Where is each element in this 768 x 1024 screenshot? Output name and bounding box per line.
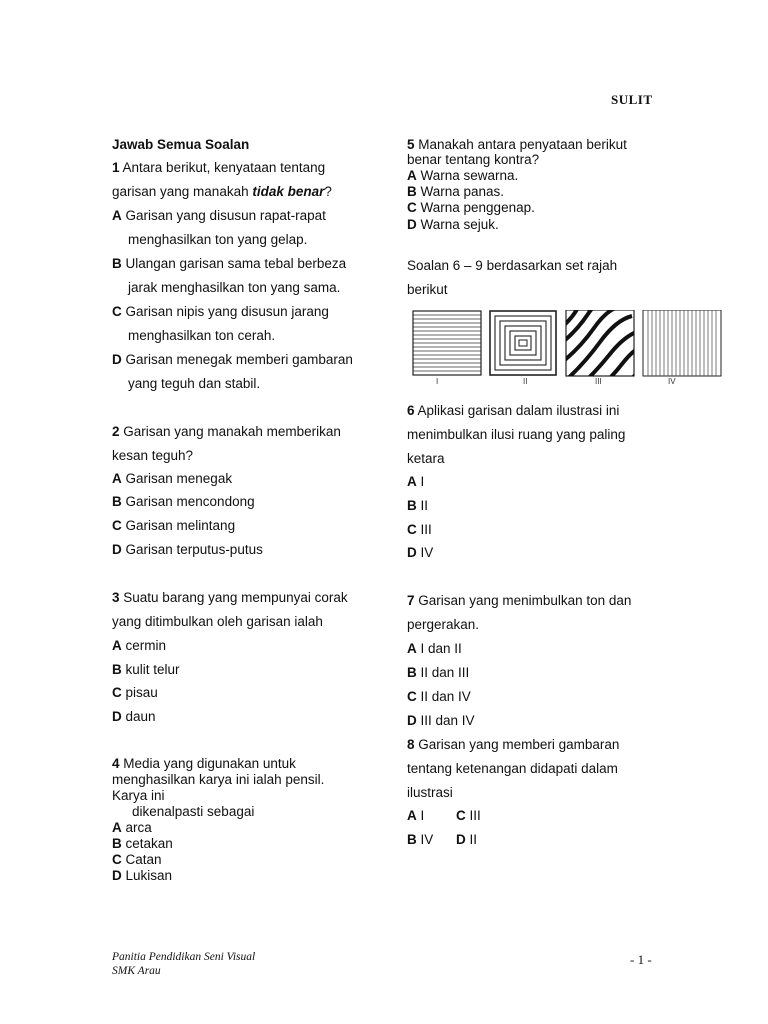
- q8-option-c-key: C: [456, 808, 466, 823]
- q6-option-c: III: [420, 522, 432, 537]
- q3-option-d: daun: [125, 709, 156, 724]
- q4-option-a-key: A: [112, 820, 122, 835]
- figure-label-2: II: [523, 377, 528, 386]
- figure-intro-1: Soalan 6 – 9 berdasarkan set rajah: [407, 258, 618, 273]
- q4-option-b: cetakan: [125, 836, 173, 851]
- q4-option-c-key: C: [112, 852, 122, 867]
- q1-option-a: Garisan yang disusun rapat-rapat: [125, 208, 326, 223]
- q8-text-3: ilustrasi: [407, 785, 453, 800]
- q2-option-a-key: A: [112, 471, 122, 486]
- q1-option-d-key: D: [112, 352, 122, 367]
- q3-option-c-key: C: [112, 685, 122, 700]
- q4-text-3: Karya ini: [112, 788, 165, 803]
- q3-option-c: pisau: [125, 685, 158, 700]
- q7-option-d-key: D: [407, 713, 417, 728]
- q5-option-b: Warna panas.: [420, 184, 505, 199]
- q7-text-1: Garisan yang menimbulkan ton dan: [418, 593, 632, 608]
- q1-option-b: Ulangan garisan sama tebal berbeza: [125, 256, 347, 271]
- figure-label-4: IV: [668, 377, 676, 386]
- figure-intro-2: berikut: [407, 282, 448, 297]
- q5-text-2: benar tentang kontra?: [407, 152, 540, 167]
- q1-option-c-cont: menghasilkan ton cerah.: [128, 328, 276, 343]
- figure-2-concentric-squares: [490, 311, 556, 375]
- q1-option-c: Garisan nipis yang disusun jarang: [125, 304, 329, 319]
- q3-option-a-key: A: [112, 638, 122, 653]
- q2-number: 2: [112, 424, 120, 439]
- q8-option-b-key: B: [407, 832, 417, 847]
- q7-option-a-key: A: [407, 641, 417, 656]
- figure-4-vertical-lines: [643, 310, 721, 376]
- q4-option-c: Catan: [125, 852, 162, 867]
- q6-option-b: II: [420, 498, 429, 513]
- q1-emphasis: tidak benar: [252, 184, 325, 199]
- q2-text-2: kesan teguh?: [112, 448, 194, 463]
- q8-text-2: tentang ketenangan didapati dalam: [407, 761, 618, 776]
- q8-option-c: III: [469, 808, 481, 823]
- q2-option-a: Garisan menegak: [125, 471, 233, 486]
- q5-option-d: Warna sejuk.: [420, 217, 499, 232]
- q7-option-c-key: C: [407, 689, 417, 704]
- q5-text-1: Manakah antara penyataan berikut: [418, 137, 627, 152]
- page-number: - 1 -: [630, 952, 652, 967]
- q6-option-c-key: C: [407, 522, 417, 537]
- q6-text-1: Aplikasi garisan dalam ilustrasi ini: [417, 403, 620, 418]
- q8-option-d: II: [469, 832, 478, 847]
- q4-number: 4: [112, 756, 120, 771]
- q1-option-d-cont: yang teguh dan stabil.: [128, 376, 261, 391]
- q8-text-1: Garisan yang memberi gambaran: [418, 737, 620, 752]
- q2-option-b: Garisan mencondong: [125, 494, 255, 509]
- q7-option-b: II dan III: [420, 665, 470, 680]
- q1-option-b-key: B: [112, 256, 122, 271]
- q2-option-b-key: B: [112, 494, 122, 509]
- q5-option-a-key: A: [407, 168, 417, 183]
- q7-option-d: III dan IV: [420, 713, 475, 728]
- q1-option-c-key: C: [112, 304, 122, 319]
- q3-option-d-key: D: [112, 709, 122, 724]
- q5-number: 5: [407, 137, 415, 152]
- q4-option-d-key: D: [112, 868, 122, 883]
- q2-option-d: Garisan terputus-putus: [125, 542, 263, 557]
- q4-option-d: Lukisan: [125, 868, 173, 883]
- q3-option-b-key: B: [112, 662, 122, 677]
- q3-number: 3: [112, 590, 120, 605]
- q1-number: 1: [112, 160, 120, 175]
- q6-option-a: I: [420, 474, 425, 489]
- q8-option-a: I: [420, 808, 425, 823]
- q3-option-a: cermin: [125, 638, 167, 653]
- q4-option-a: arca: [125, 820, 152, 835]
- figure-3-wavy-lines: [558, 310, 648, 388]
- footer-school-name: SMK Arau: [112, 965, 161, 977]
- q6-option-d: IV: [420, 545, 434, 560]
- q6-option-a-key: A: [407, 474, 417, 489]
- q3-text-2: yang ditimbulkan oleh garisan ialah: [112, 614, 323, 629]
- q8-number: 8: [407, 737, 415, 752]
- q1-option-a-key: A: [112, 208, 122, 223]
- figure-label-1: I: [436, 377, 439, 386]
- q1-text-2a: garisan yang manakah: [112, 184, 253, 199]
- q4-text-4: dikenalpasti sebagai: [132, 804, 255, 819]
- header-sulit: SULIT: [611, 92, 653, 107]
- q1-text-2c: ?: [324, 184, 332, 199]
- q7-text-2: pergerakan.: [407, 617, 480, 632]
- q2-option-c: Garisan melintang: [125, 518, 236, 533]
- q6-text-2: menimbulkan ilusi ruang yang paling: [407, 427, 626, 442]
- q2-text-1: Garisan yang manakah memberikan: [123, 424, 341, 439]
- q5-option-a: Warna sewarna.: [420, 168, 519, 183]
- q1-option-d: Garisan menegak memberi gambaran: [125, 352, 353, 367]
- q1-option-a-cont: menghasilkan ton yang gelap.: [128, 232, 308, 247]
- q8-option-b: IV: [420, 832, 434, 847]
- q3-option-b: kulit telur: [125, 662, 180, 677]
- q7-option-b-key: B: [407, 665, 417, 680]
- q6-option-b-key: B: [407, 498, 417, 513]
- q5-option-d-key: D: [407, 217, 417, 232]
- q7-option-a: I dan II: [420, 641, 462, 656]
- q6-text-3: ketara: [407, 451, 445, 466]
- q5-option-c: Warna penggenap.: [420, 200, 535, 215]
- section-title: Jawab Semua Soalan: [112, 137, 250, 152]
- q6-number: 6: [407, 403, 415, 418]
- q3-text-1: Suatu barang yang mempunyai corak: [123, 590, 348, 605]
- q4-option-b-key: B: [112, 836, 122, 851]
- q6-option-d-key: D: [407, 545, 417, 560]
- q2-option-c-key: C: [112, 518, 122, 533]
- q7-option-c: II dan IV: [420, 689, 471, 704]
- q4-text-2: menghasilkan karya ini ialah pensil.: [112, 772, 325, 787]
- footer-left: [112, 950, 255, 978]
- q5-option-c-key: C: [407, 200, 417, 215]
- q7-number: 7: [407, 593, 415, 608]
- figure-label-3: III: [595, 377, 602, 386]
- q1-option-b-cont: jarak menghasilkan ton yang sama.: [128, 280, 341, 295]
- q8-option-d-key: D: [456, 832, 466, 847]
- line-illustrations: [412, 310, 722, 388]
- q4-text-1: Media yang digunakan untuk: [123, 756, 296, 771]
- q1-text-1: Antara berikut, kenyataan tentang: [122, 160, 326, 175]
- figure-1-horizontal-lines: [413, 311, 481, 375]
- q5-option-b-key: B: [407, 184, 417, 199]
- footer-panel-name: Panitia Pendidikan Seni Visual: [112, 951, 256, 963]
- q2-option-d-key: D: [112, 542, 122, 557]
- q8-option-a-key: A: [407, 808, 417, 823]
